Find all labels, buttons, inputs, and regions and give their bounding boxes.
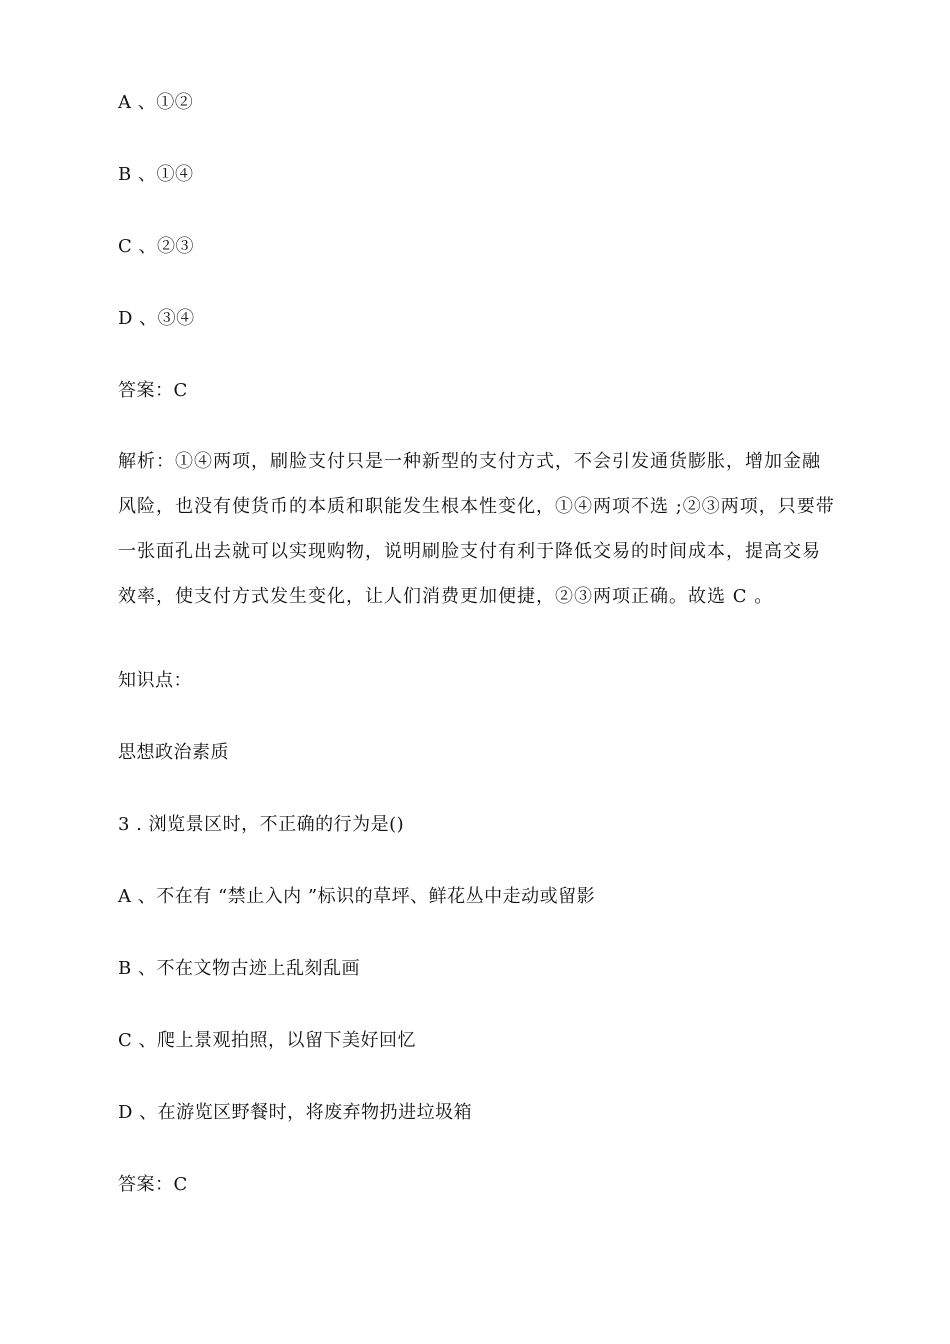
q2-knowledge-label: 知识点： (118, 670, 192, 691)
analysis-line: 效率，使支付方式发生变化，让人们消费更加便捷，②③两项正确。故选 C 。 (118, 586, 774, 607)
q2-option-d: D 、③④ (118, 308, 195, 329)
q2-option-b: B 、①④ (118, 164, 194, 185)
analysis-line: 一张面孔出去就可以实现购物，说明刷脸支付有利于降低交易的时间成本，提高交易 (118, 541, 821, 562)
q2-analysis (118, 439, 834, 619)
analysis-line: 解析：①④两项，刷脸支付只是一种新型的支付方式，不会引发通货膨胀，增加金融 (118, 451, 821, 472)
q3-option-d: D 、在游览区野餐时，将废弃物扔进垃圾箱 (118, 1102, 473, 1123)
q2-knowledge-value: 思想政治素质 (118, 742, 229, 763)
analysis-line: 风险，也没有使货币的本质和职能发生根本性变化，①④两项不选 ;②③两项，只要带 (118, 496, 835, 517)
q3-option-b: B 、不在文物古迹上乱刻乱画 (118, 958, 360, 979)
q2-option-c: C 、②③ (118, 236, 194, 257)
q3-answer: 答案：C (118, 1174, 188, 1195)
q3-option-a: A 、不在有 “禁止入内 ”标识的草坪、鲜花丛中走动或留影 (118, 886, 596, 907)
q2-answer: 答案：C (118, 380, 188, 401)
q3-option-c: C 、爬上景观拍照，以留下美好回忆 (118, 1030, 416, 1051)
q2-option-a: A 、①② (118, 92, 194, 113)
q3-question: 3 . 浏览景区时，不正确的行为是() (118, 814, 405, 835)
